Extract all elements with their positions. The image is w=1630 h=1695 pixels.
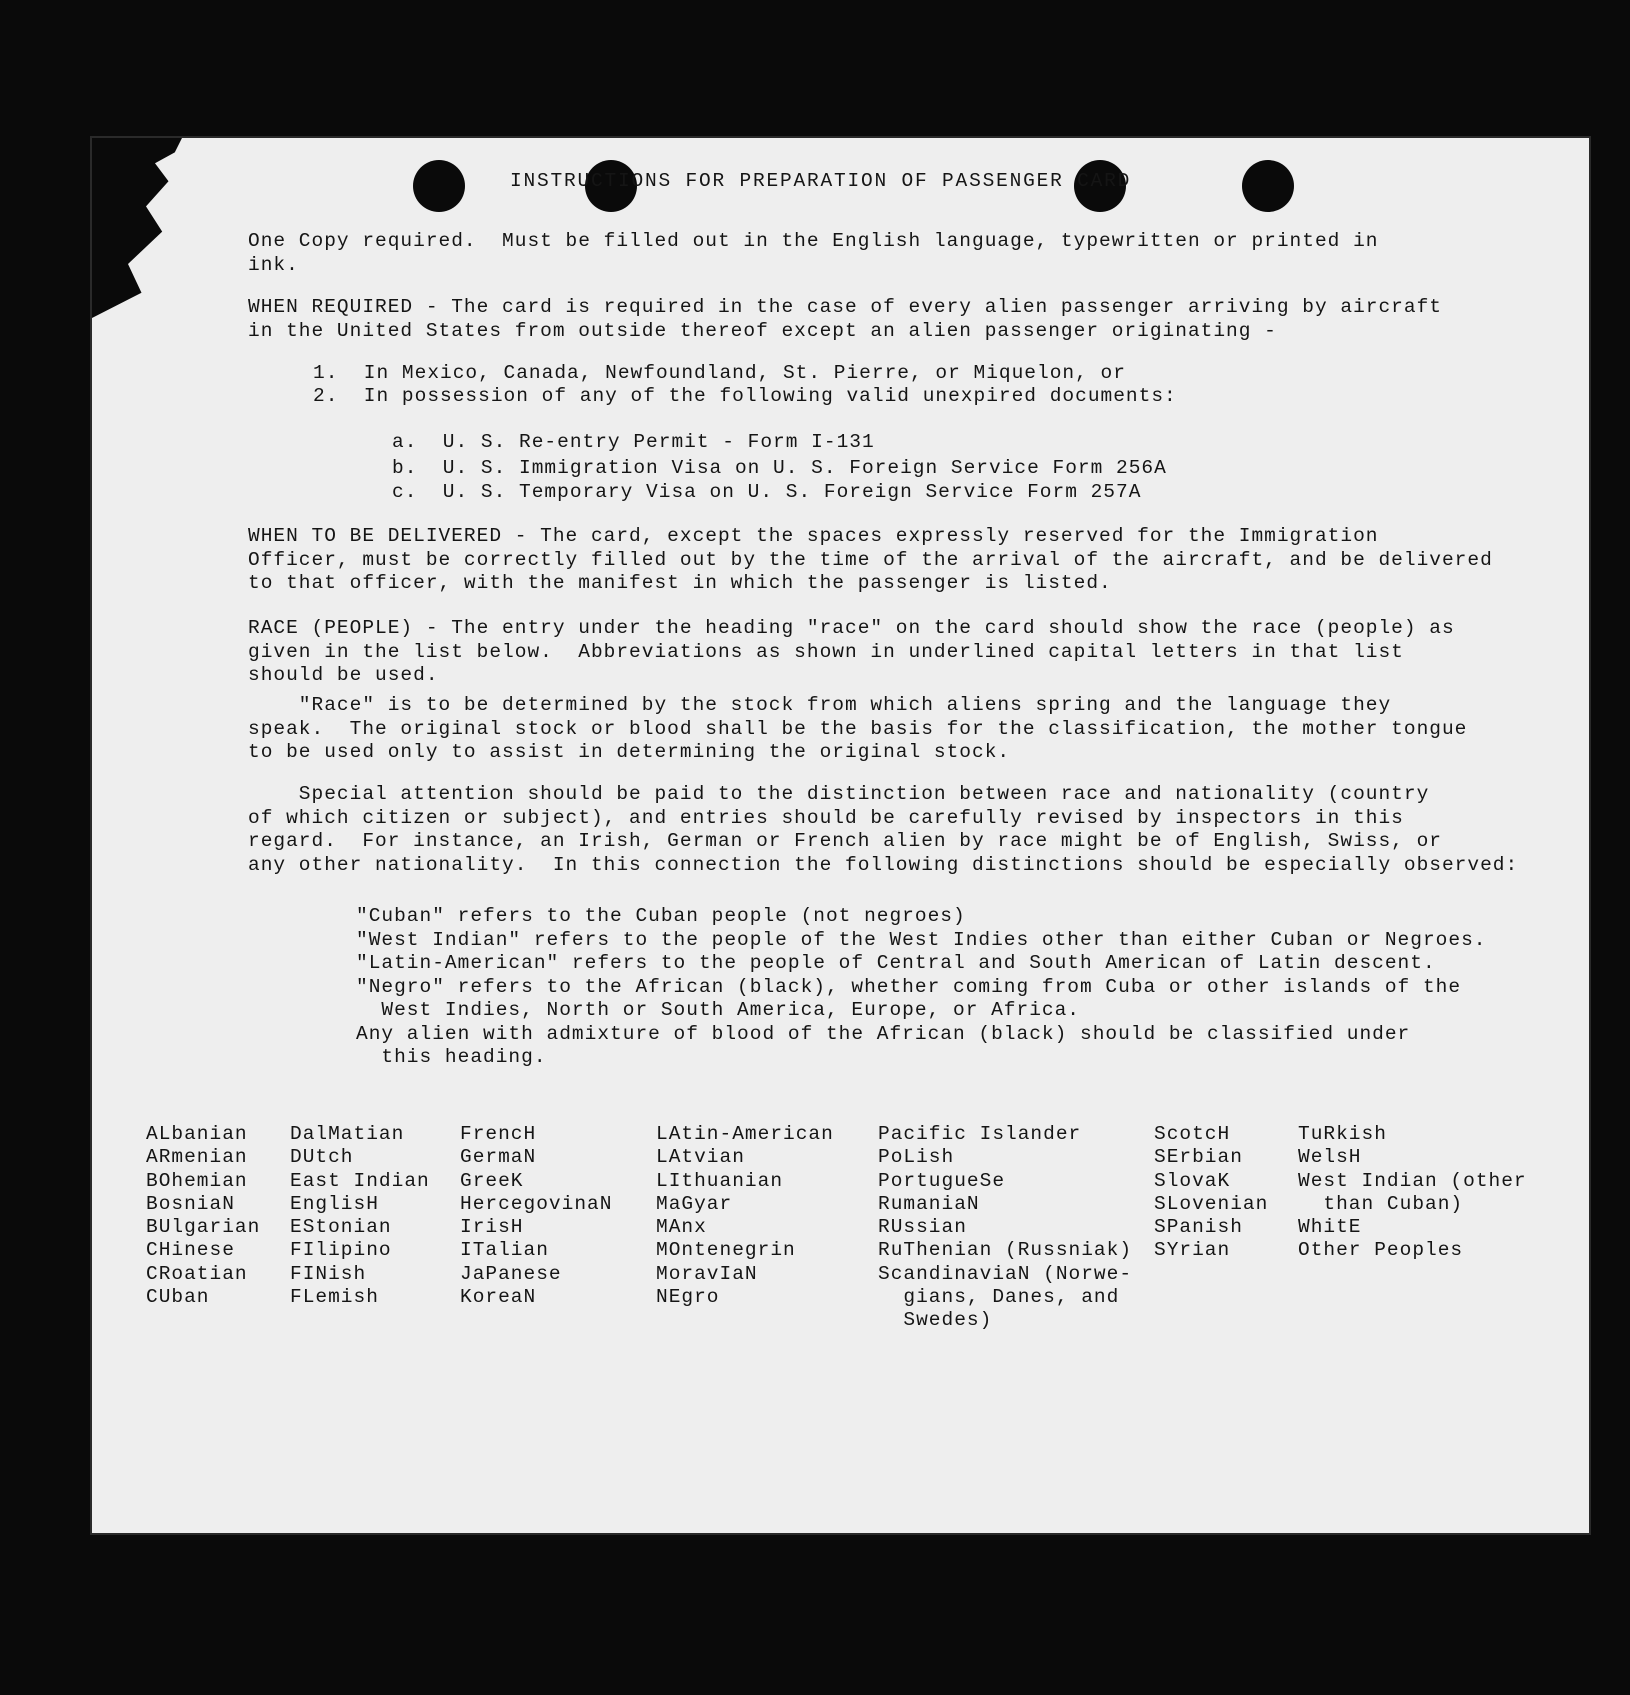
race-entry: East Indian bbox=[290, 1169, 430, 1192]
race-entry: FINish bbox=[290, 1262, 367, 1285]
race-entry: WelsH bbox=[1298, 1146, 1362, 1169]
race-entry: FIlipino bbox=[290, 1239, 392, 1262]
race-entry: Swedes) bbox=[878, 1309, 993, 1332]
race-heading-paragraph: RACE (PEOPLE) - The entry under the heading "race" on the card should show the race (people) as given in the list below. Abbreviations as shown in underlined capital letters in that list should be used. bbox=[248, 617, 1455, 686]
race-entry: SErbian bbox=[1154, 1146, 1243, 1169]
race-entry: Other Peoples bbox=[1298, 1239, 1464, 1262]
punch-hole bbox=[413, 160, 465, 212]
race-entry: CRoatian bbox=[146, 1262, 248, 1285]
race-column bbox=[146, 1123, 260, 1309]
race-entry: KoreaN bbox=[460, 1286, 537, 1309]
page-title: INSTRUCTIONS FOR PREPARATION OF PASSENGER CARD bbox=[510, 170, 1132, 192]
special-attention-paragraph: Special attention should be paid to the distinction between race and nationality (country of which citizen or subject), and entries should be carefully revised by inspectors in this regard. For instance, an Irish, German or French alien by race might be of English, Swiss, or any other nationality. In this connection the following distinctions should be especially observed: bbox=[248, 783, 1519, 876]
race-entry: CUban bbox=[146, 1286, 210, 1309]
race-entry: FLemish bbox=[290, 1286, 379, 1309]
race-entry: Pacific Islander bbox=[878, 1123, 1082, 1145]
race-entry: BUlgarian bbox=[146, 1216, 261, 1239]
race-definition-paragraph: "Race" is to be determined by the stock from which aliens spring and the language they speak. The original stock or blood shall be the basis for the classification, the mother tongue to be used only to assist in determining the original stock. bbox=[248, 694, 1468, 763]
numbered-item: 2. In possession of any of the following valid unexpired documents: bbox=[313, 385, 1177, 407]
race-entry: ALbanian bbox=[146, 1123, 248, 1145]
when-delivered-paragraph: WHEN TO BE DELIVERED - The card, except the spaces expressly reserved for the Immigration Officer, must be correctly filled out by the time of the arrival of the aircraft, and be delivered to that officer, with the manifest in which the passenger is listed. bbox=[248, 525, 1493, 594]
race-entry: TuRkish bbox=[1298, 1123, 1387, 1145]
race-entry: SYrian bbox=[1154, 1239, 1231, 1262]
race-entry: MoravIaN bbox=[656, 1262, 758, 1285]
race-entry: gians, Danes, and bbox=[878, 1286, 1120, 1309]
race-entry: EnglisH bbox=[290, 1192, 379, 1215]
race-column bbox=[656, 1123, 834, 1309]
race-entry: ScandinaviaN (Norwe- bbox=[878, 1262, 1133, 1285]
race-entry: ITalian bbox=[460, 1239, 549, 1262]
race-entry: NEgro bbox=[656, 1286, 720, 1309]
punch-hole bbox=[1242, 160, 1294, 212]
race-column bbox=[1298, 1123, 1527, 1263]
race-entry: HercegovinaN bbox=[460, 1192, 613, 1215]
race-entry: RumaniaN bbox=[878, 1192, 980, 1215]
race-entry: LAtvian bbox=[656, 1146, 745, 1169]
race-entry: PortugueSe bbox=[878, 1169, 1006, 1192]
race-entry: LAtin-American bbox=[656, 1123, 834, 1145]
race-entry: RUssian bbox=[878, 1216, 967, 1239]
numbered-item: 1. In Mexico, Canada, Newfoundland, St. Pierre, or Miquelon, or bbox=[313, 362, 1126, 384]
race-column bbox=[878, 1123, 1132, 1333]
race-entry: GreeK bbox=[460, 1169, 524, 1192]
distinctions-list: "Cuban" refers to the Cuban people (not negroes) "West Indian" refers to the people of the West Indies other than either Cuban or Negroes. "Latin-American" refers to the people of Central and South American of Latin descent. "Negro" refers to the African (black), whether coming from Cuba or other islands of the West Indies, North or South America, Europe, or Africa. Any alien with admixture of blood of the African (black) should be classified under this heading. bbox=[356, 905, 1487, 1068]
race-entry: MAnx bbox=[656, 1216, 707, 1239]
race-entry: JaPanese bbox=[460, 1262, 562, 1285]
race-entry: SLovenian bbox=[1154, 1192, 1269, 1215]
race-entry: BOhemian bbox=[146, 1169, 248, 1192]
race-entry: IrisH bbox=[460, 1216, 524, 1239]
race-entry: LIthuanian bbox=[656, 1169, 784, 1192]
race-entry: MOntenegrin bbox=[656, 1239, 796, 1262]
document-item: a. U. S. Re-entry Permit - Form I-131 bbox=[392, 431, 875, 453]
document-item: c. U. S. Temporary Visa on U. S. Foreign Service Form 257A bbox=[392, 481, 1142, 503]
race-entry: RuThenian (Russniak) bbox=[878, 1239, 1133, 1262]
race-entry: DalMatian bbox=[290, 1123, 405, 1145]
race-entry: West Indian (other bbox=[1298, 1169, 1527, 1192]
race-entry: MaGyar bbox=[656, 1192, 733, 1215]
race-entry: ARmenian bbox=[146, 1146, 248, 1169]
race-entry: DUtch bbox=[290, 1146, 354, 1169]
race-column bbox=[290, 1123, 430, 1309]
when-required-paragraph: WHEN REQUIRED - The card is required in the case of every alien passenger arriving by aircraft in the United States from outside thereof except an alien passenger originating - bbox=[248, 296, 1442, 342]
race-entry: SlovaK bbox=[1154, 1169, 1231, 1192]
intro-paragraph: One Copy required. Must be filled out in the English language, typewritten or printed in ink. bbox=[248, 230, 1379, 276]
race-entry: ScotcH bbox=[1154, 1123, 1231, 1145]
race-entry: WhitE bbox=[1298, 1216, 1362, 1239]
race-column bbox=[1154, 1123, 1268, 1263]
race-entry: CHinese bbox=[146, 1239, 235, 1262]
race-entry: EStonian bbox=[290, 1216, 392, 1239]
race-column bbox=[460, 1123, 612, 1309]
race-entry: SPanish bbox=[1154, 1216, 1243, 1239]
race-entry: GermaN bbox=[460, 1146, 537, 1169]
race-entry: than Cuban) bbox=[1298, 1192, 1464, 1215]
document-item: b. U. S. Immigration Visa on U. S. Foreign Service Form 256A bbox=[392, 457, 1167, 479]
race-entry: BosniaN bbox=[146, 1192, 235, 1215]
race-entry: FrencH bbox=[460, 1123, 537, 1145]
race-entry: PoLish bbox=[878, 1146, 955, 1169]
